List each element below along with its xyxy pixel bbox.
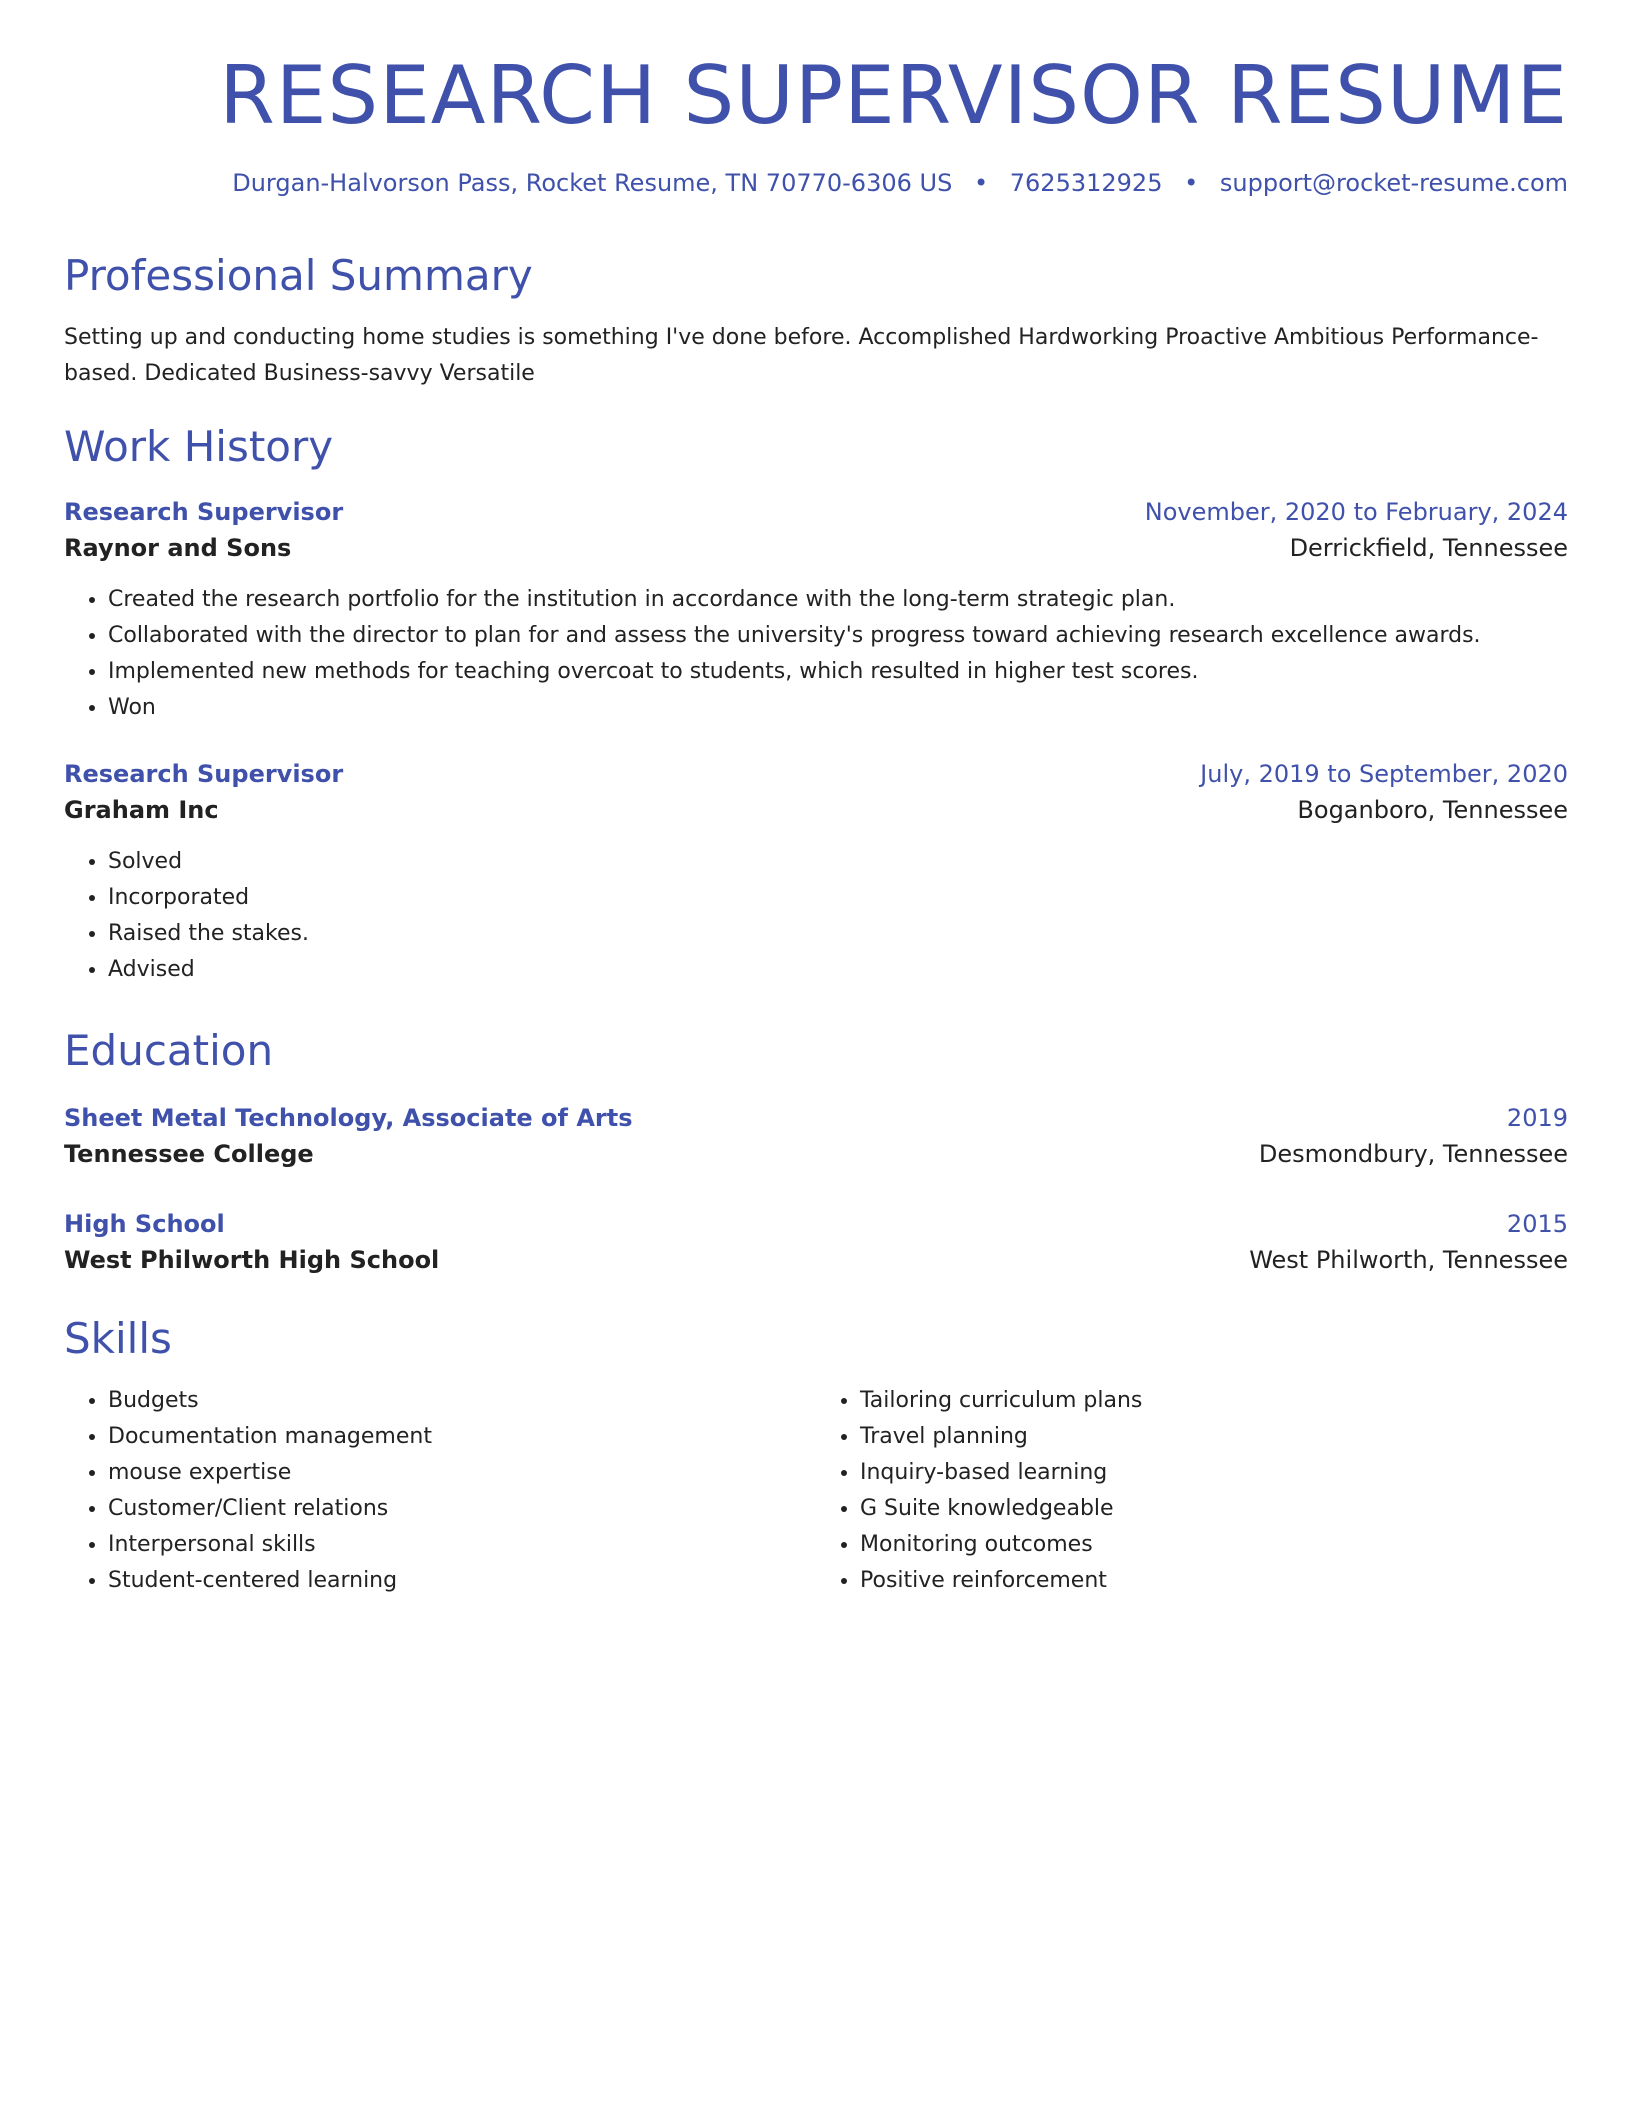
contact-separator: •: [1184, 169, 1199, 197]
education-header: [64, 1206, 1568, 1242]
job-title: Research Supervisor: [64, 759, 344, 788]
skills-list-left: [64, 1383, 816, 1599]
list-item: • Collaborated with the director to plan for and assess the university's progress toward achieving research excellence awards.: [108, 618, 1568, 654]
skill-item: • Positive reinforcement: [860, 1563, 1568, 1599]
education-school: Tennessee College: [64, 1140, 314, 1169]
education-year: 2019: [1506, 1104, 1568, 1133]
job-dates: July, 2019 to September, 2020: [1200, 759, 1568, 788]
contact-email[interactable]: support@rocket-resume.com: [1219, 169, 1568, 197]
job-company: Raynor and Sons: [64, 533, 292, 562]
skill-item: • Customer/Client relations: [108, 1491, 816, 1527]
education-year: 2015: [1506, 1210, 1568, 1239]
skills-list-right: [816, 1383, 1568, 1599]
job-dates: November, 2020 to February, 2024: [1144, 497, 1568, 526]
list-item: • Solved: [108, 844, 1568, 880]
list-item: • Created the research portfolio for the institution in accordance with the long-term strategic plan.: [108, 582, 1568, 618]
job-header: [64, 756, 1568, 792]
work-history-heading: Work History: [64, 421, 334, 471]
education-degree: High School: [64, 1210, 225, 1239]
skill-item: • Interpersonal skills: [108, 1527, 816, 1563]
skills-grid: [64, 1383, 1568, 1599]
skills-heading: Skills: [64, 1314, 172, 1364]
skill-item: • Tailoring curriculum plans: [860, 1383, 1568, 1419]
skill-item: • Budgets: [108, 1383, 816, 1419]
contact-address: Durgan-Halvorson Pass, Rocket Resume, TN 70770-6306 US: [232, 169, 953, 197]
job-subheader: [64, 792, 1568, 828]
education-location: West Philworth, Tennessee: [1249, 1246, 1568, 1275]
contact-line: [64, 168, 1568, 199]
job-title: Research Supervisor: [64, 497, 344, 526]
contact-separator: •: [973, 169, 989, 197]
contact-phone: 7625312925: [1009, 169, 1163, 197]
summary-text: Setting up and conducting home studies is something I've done before. Accomplished Hardworking Proactive Ambitious Performance-based. Dedicated Business-savvy Versatile: [64, 324, 1539, 386]
education-entry: [64, 1100, 1568, 1172]
skill-item: • Inquiry-based learning: [860, 1455, 1568, 1491]
job-header: [64, 494, 1568, 530]
education-subheader: [64, 1242, 1568, 1278]
list-item: • Implemented new methods for teaching overcoat to students, which resulted in higher test scores.: [108, 654, 1568, 690]
summary-heading: Professional Summary: [64, 251, 533, 301]
list-item: • Raised the stakes.: [108, 916, 1568, 952]
list-item: • Won: [108, 690, 1568, 726]
education-heading: Education: [64, 1025, 274, 1075]
education-degree: Sheet Metal Technology, Associate of Arts: [64, 1104, 633, 1133]
job-location: Derrickfield, Tennessee: [1289, 533, 1568, 562]
skill-item: • mouse expertise: [108, 1455, 816, 1491]
job-company: Graham Inc: [64, 795, 219, 824]
resume-title: RESEARCH SUPERVISOR RESUME: [219, 49, 1568, 142]
education-school: West Philworth High School: [64, 1246, 440, 1275]
skill-item: • Monitoring outcomes: [860, 1527, 1568, 1563]
job-subheader: [64, 530, 1568, 566]
job-location: Boganboro, Tennessee: [1297, 795, 1568, 824]
skill-item: • Travel planning: [860, 1419, 1568, 1455]
list-item: • Advised: [108, 952, 1568, 988]
skill-item: • G Suite knowledgeable: [860, 1491, 1568, 1527]
education-subheader: [64, 1136, 1568, 1172]
list-item: • Incorporated: [108, 880, 1568, 916]
job-bullets: [64, 844, 1568, 988]
education-header: [64, 1100, 1568, 1136]
education-location: Desmondbury, Tennessee: [1258, 1140, 1568, 1169]
job-entry: [64, 494, 1568, 726]
skill-item: • Student-centered learning: [108, 1563, 816, 1599]
job-bullets: [64, 582, 1568, 726]
job-entry: [64, 756, 1568, 988]
education-entry: [64, 1206, 1568, 1278]
skill-item: • Documentation management: [108, 1419, 816, 1455]
